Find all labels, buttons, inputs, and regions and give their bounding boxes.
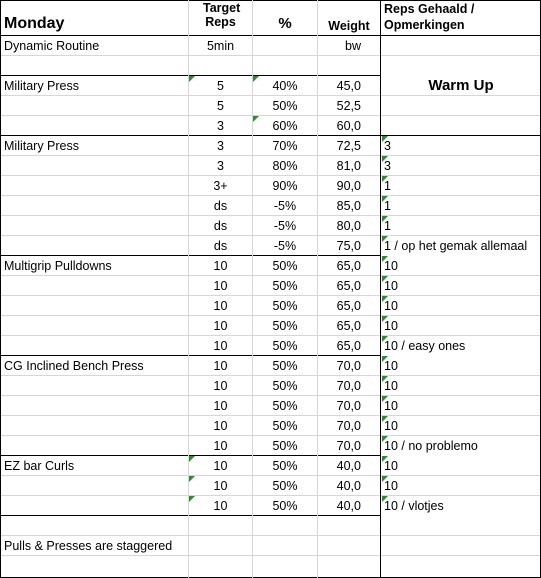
- cell-indicator-icon: [382, 236, 388, 242]
- cell-indicator-icon: [382, 396, 388, 402]
- exercise-cell[interactable]: [4, 176, 188, 196]
- notes-cell[interactable]: 10 / no problemo: [384, 439, 478, 453]
- notes-cell[interactable]: 10: [384, 459, 398, 473]
- target-reps-cell[interactable]: 10: [213, 439, 228, 453]
- notes-cell[interactable]: 3: [384, 159, 391, 173]
- exercise-cell[interactable]: [4, 276, 188, 296]
- weight-cell[interactable]: [318, 36, 377, 56]
- target-reps-cell[interactable]: 10: [213, 379, 228, 393]
- percent-cell[interactable]: 50%: [272, 419, 298, 433]
- cell-indicator-icon: [189, 456, 195, 462]
- weight-value: 70,0: [336, 419, 361, 433]
- weight-cell[interactable]: [318, 456, 377, 476]
- notes-cell[interactable]: 10 / easy ones: [384, 339, 466, 353]
- weight-value: 45,0: [336, 79, 361, 93]
- cell-indicator-icon: [382, 416, 388, 422]
- exercise-cell[interactable]: [4, 56, 188, 76]
- row-divider: [0, 495, 541, 496]
- weight-cell[interactable]: [318, 76, 377, 96]
- notes-cell[interactable]: 1 / op het gemak allemaal: [384, 239, 528, 253]
- percent-cell[interactable]: [253, 36, 317, 56]
- target-reps-cell[interactable]: [189, 56, 252, 76]
- row-divider: [0, 395, 541, 396]
- percent-cell[interactable]: 50%: [272, 439, 298, 453]
- weight-cell[interactable]: [318, 156, 377, 176]
- weight-value: 70,0: [336, 379, 361, 393]
- target-reps-cell[interactable]: 5: [217, 99, 224, 113]
- target-reps-cell[interactable]: 10: [213, 499, 228, 513]
- exercise-cell[interactable]: [4, 496, 188, 516]
- row-divider: [0, 415, 541, 416]
- notes-cell[interactable]: 10: [384, 419, 398, 433]
- percent-cell[interactable]: 50%: [272, 299, 298, 313]
- weight-cell[interactable]: [318, 256, 377, 276]
- header-weight[interactable]: Weight: [328, 19, 370, 33]
- percent-cell[interactable]: 50%: [272, 379, 298, 393]
- percent-cell[interactable]: 80%: [272, 159, 298, 173]
- exercise-cell[interactable]: Dynamic Routine: [4, 39, 100, 53]
- target-reps-cell[interactable]: 10: [213, 479, 228, 493]
- cell-indicator-icon: [382, 316, 388, 322]
- notes-cell[interactable]: [382, 516, 540, 536]
- weight-cell[interactable]: [318, 116, 377, 136]
- notes-cell[interactable]: 10: [384, 299, 398, 313]
- row-divider: [0, 515, 381, 516]
- warmup-divider: [0, 135, 541, 136]
- target-reps-cell[interactable]: ds: [213, 219, 228, 233]
- weight-cell[interactable]: [318, 396, 377, 416]
- exercise-cell[interactable]: [4, 316, 188, 336]
- percent-cell[interactable]: 40%: [272, 79, 298, 93]
- percent-cell[interactable]: 50%: [272, 459, 298, 473]
- row-divider: [0, 275, 541, 276]
- cell-indicator-icon: [382, 456, 388, 462]
- weight-cell[interactable]: [318, 276, 377, 296]
- weight-value: 70,0: [336, 439, 361, 453]
- weight-cell[interactable]: [318, 516, 377, 536]
- percent-cell[interactable]: [253, 536, 317, 556]
- weight-value: 65,0: [336, 339, 361, 353]
- notes-cell[interactable]: 10: [384, 259, 398, 273]
- percent-cell[interactable]: 50%: [272, 479, 298, 493]
- weight-value: 40,0: [336, 459, 361, 473]
- cell-indicator-icon: [189, 496, 195, 502]
- exercise-cell[interactable]: Multigrip Pulldowns: [4, 259, 112, 273]
- cell-indicator-icon: [382, 176, 388, 182]
- row-divider: [0, 315, 541, 316]
- percent-cell[interactable]: 50%: [272, 259, 298, 273]
- target-reps-cell[interactable]: 10: [213, 299, 228, 313]
- row-divider: [0, 355, 381, 356]
- warm-up-label[interactable]: Warm Up: [428, 77, 494, 94]
- notes-cell[interactable]: [382, 56, 540, 76]
- cell-indicator-icon: [382, 496, 388, 502]
- cell-indicator-icon: [382, 276, 388, 282]
- exercise-cell[interactable]: [4, 336, 188, 356]
- exercise-cell[interactable]: Military Press: [4, 79, 80, 93]
- notes-cell[interactable]: 10: [384, 279, 398, 293]
- weight-cell[interactable]: [318, 376, 377, 396]
- percent-cell[interactable]: [253, 56, 317, 76]
- weight-value: 85,0: [336, 199, 361, 213]
- weight-cell[interactable]: [318, 236, 377, 256]
- weight-value: 65,0: [336, 319, 361, 333]
- column-divider: [188, 0, 189, 578]
- exercise-cell[interactable]: [4, 236, 188, 256]
- notes-cell[interactable]: 10: [384, 379, 398, 393]
- weight-cell[interactable]: [318, 476, 377, 496]
- weight-cell[interactable]: [318, 316, 377, 336]
- row-divider: [0, 555, 541, 556]
- exercise-cell[interactable]: EZ bar Curls: [4, 459, 75, 473]
- cell-indicator-icon: [382, 136, 388, 142]
- weight-value: 80,0: [336, 219, 361, 233]
- row-divider: [0, 55, 541, 56]
- cell-indicator-icon: [382, 256, 388, 262]
- notes-cell[interactable]: [382, 116, 540, 136]
- weight-cell[interactable]: [318, 196, 377, 216]
- header-target-reps[interactable]: Target Reps: [203, 1, 241, 29]
- percent-cell[interactable]: 50%: [272, 279, 298, 293]
- notes-cell[interactable]: 10: [384, 359, 398, 373]
- target-reps-cell[interactable]: 10: [213, 339, 228, 353]
- percent-cell[interactable]: 50%: [272, 99, 298, 113]
- top-border: [0, 0, 541, 1]
- cell-indicator-icon: [382, 156, 388, 162]
- percent-cell[interactable]: -5%: [273, 199, 297, 213]
- target-reps-cell[interactable]: [189, 516, 252, 536]
- row-divider: [0, 195, 541, 196]
- cell-indicator-icon: [382, 436, 388, 442]
- weight-cell[interactable]: [318, 336, 377, 356]
- exercise-cell[interactable]: [4, 116, 188, 136]
- exercise-cell[interactable]: [4, 416, 188, 436]
- weight-cell[interactable]: [318, 436, 377, 456]
- weight-value: 75,0: [336, 239, 361, 253]
- target-reps-cell[interactable]: 5min: [206, 39, 235, 53]
- row-divider: [0, 175, 541, 176]
- weight-cell[interactable]: [318, 416, 377, 436]
- exercise-cell[interactable]: [4, 156, 188, 176]
- exercise-cell[interactable]: [4, 216, 188, 236]
- target-reps-cell[interactable]: ds: [213, 239, 228, 253]
- target-reps-cell[interactable]: 10: [213, 279, 228, 293]
- exercise-cell[interactable]: [4, 516, 188, 536]
- cell-indicator-icon: [253, 76, 259, 82]
- target-reps-cell[interactable]: 10: [213, 399, 228, 413]
- percent-cell[interactable]: 50%: [272, 499, 298, 513]
- weight-cell[interactable]: [318, 296, 377, 316]
- cell-indicator-icon: [382, 196, 388, 202]
- notes-cell[interactable]: [382, 76, 540, 96]
- notes-column-divider: [380, 0, 381, 578]
- notes-cell[interactable]: [382, 36, 540, 56]
- percent-cell[interactable]: [253, 516, 317, 536]
- percent-cell[interactable]: 50%: [272, 399, 298, 413]
- header-notes[interactable]: Reps Gehaald / Opmerkingen: [384, 2, 475, 32]
- exercise-cell[interactable]: CG Inclined Bench Press: [4, 359, 144, 373]
- percent-cell[interactable]: 50%: [272, 359, 298, 373]
- notes-cell[interactable]: 10: [384, 319, 398, 333]
- notes-cell[interactable]: [382, 536, 540, 556]
- cell-indicator-icon: [382, 376, 388, 382]
- cell-indicator-icon: [382, 356, 388, 362]
- weight-cell[interactable]: [318, 56, 377, 76]
- target-reps-cell[interactable]: 3: [217, 119, 224, 133]
- weight-value: 40,0: [336, 499, 361, 513]
- exercise-cell[interactable]: [4, 96, 188, 116]
- weight-cell[interactable]: [318, 536, 377, 556]
- exercise-cell[interactable]: [4, 196, 188, 216]
- row-divider: [0, 335, 541, 336]
- target-reps-cell[interactable]: 3: [217, 139, 224, 153]
- target-reps-cell[interactable]: 10: [213, 259, 228, 273]
- weight-value: 40,0: [336, 479, 361, 493]
- weight-value: 65,0: [336, 279, 361, 293]
- weight-value: 65,0: [336, 299, 361, 313]
- row-divider: [0, 535, 541, 536]
- weight-cell[interactable]: [318, 496, 377, 516]
- row-divider: [0, 375, 541, 376]
- cell-indicator-icon: [253, 116, 259, 122]
- percent-cell[interactable]: 60%: [272, 119, 298, 133]
- notes-cell[interactable]: 1: [384, 179, 391, 193]
- weight-cell[interactable]: [318, 356, 377, 376]
- exercise-cell[interactable]: Pulls & Presses are staggered: [4, 539, 173, 553]
- cell-indicator-icon: [189, 76, 195, 82]
- weight-cell[interactable]: [318, 96, 377, 116]
- exercise-cell[interactable]: [4, 296, 188, 316]
- target-reps-cell[interactable]: 3: [217, 159, 224, 173]
- target-reps-cell[interactable]: ds: [213, 199, 228, 213]
- target-reps-cell[interactable]: 10: [213, 459, 228, 473]
- weight-value: 90,0: [336, 179, 361, 193]
- notes-cell[interactable]: 3: [384, 139, 391, 153]
- exercise-cell[interactable]: [4, 396, 188, 416]
- weight-value: 70,0: [336, 399, 361, 413]
- weight-value: 70,0: [336, 359, 361, 373]
- target-reps-cell[interactable]: 10: [213, 419, 228, 433]
- weight-value: bw: [345, 39, 361, 53]
- weight-value: 52,5: [336, 99, 361, 113]
- header-day[interactable]: Monday: [4, 15, 65, 32]
- percent-cell[interactable]: 50%: [272, 319, 298, 333]
- row-divider: [0, 435, 541, 436]
- notes-cell[interactable]: 10: [384, 479, 398, 493]
- target-reps-cell[interactable]: 5: [217, 79, 224, 93]
- percent-cell[interactable]: -5%: [273, 239, 297, 253]
- row-divider: [0, 235, 541, 236]
- exercise-cell[interactable]: [4, 476, 188, 496]
- notes-cell[interactable]: [382, 96, 540, 116]
- weight-cell[interactable]: [318, 176, 377, 196]
- cell-indicator-icon: [382, 336, 388, 342]
- target-reps-cell[interactable]: [189, 536, 252, 556]
- row-divider: [0, 95, 541, 96]
- header-percent[interactable]: %: [278, 15, 292, 32]
- row-divider: [0, 115, 541, 116]
- exercise-cell[interactable]: Military Press: [4, 139, 80, 153]
- weight-value: 72,5: [336, 139, 361, 153]
- row-divider: [0, 215, 541, 216]
- cell-indicator-icon: [189, 476, 195, 482]
- header-divider: [0, 35, 541, 36]
- notes-cell[interactable]: 1: [384, 219, 391, 233]
- percent-cell[interactable]: -5%: [273, 219, 297, 233]
- row-divider: [0, 155, 541, 156]
- weight-value: 81,0: [336, 159, 361, 173]
- target-reps-cell[interactable]: 3+: [213, 179, 228, 193]
- notes-cell[interactable]: 1: [384, 199, 391, 213]
- cell-indicator-icon: [382, 216, 388, 222]
- row-divider: [0, 475, 541, 476]
- exercise-cell[interactable]: [4, 436, 188, 456]
- weight-cell[interactable]: [318, 136, 377, 156]
- notes-cell[interactable]: 10: [384, 399, 398, 413]
- percent-cell[interactable]: 50%: [272, 339, 298, 353]
- left-border: [0, 0, 1, 578]
- exercise-cell[interactable]: [4, 376, 188, 396]
- cell-indicator-icon: [382, 476, 388, 482]
- cell-indicator-icon: [382, 296, 388, 302]
- weight-value: 65,0: [336, 259, 361, 273]
- column-divider: [252, 0, 253, 578]
- percent-cell[interactable]: 70%: [272, 139, 298, 153]
- weight-value: 60,0: [336, 119, 361, 133]
- target-reps-cell[interactable]: 10: [213, 359, 228, 373]
- notes-cell[interactable]: 10 / vlotjes: [384, 499, 444, 513]
- column-divider: [317, 0, 318, 578]
- weight-cell[interactable]: [318, 216, 377, 236]
- percent-cell[interactable]: 90%: [272, 179, 298, 193]
- row-divider: [0, 295, 541, 296]
- row-divider: [0, 255, 381, 256]
- target-reps-cell[interactable]: 10: [213, 319, 228, 333]
